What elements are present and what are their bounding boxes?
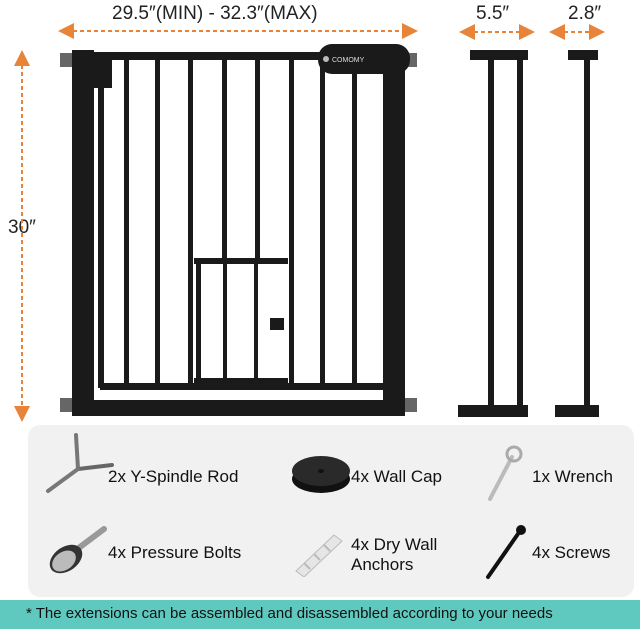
- screw-icon: [480, 523, 528, 581]
- drywall-anchor-icon: [290, 525, 348, 577]
- pressure-bolt-icon: [42, 523, 116, 581]
- footer-banner: [0, 600, 640, 629]
- height-dimension-label: 30″: [8, 217, 36, 238]
- large-extension-dimension-label: 5.5″: [476, 3, 510, 24]
- accessory-label-screws: 4x Screws: [532, 543, 611, 562]
- footer-note: * The extensions can be assembled and disassembled according to your needs: [26, 605, 553, 622]
- baby-gate: [60, 44, 417, 416]
- drywall-anchors-line2: Anchors: [351, 555, 414, 574]
- wall-cap-icon: [290, 449, 352, 495]
- accessory-label-wrench: 1x Wrench: [532, 467, 613, 486]
- accessory-label-y-spindle-rod: 2x Y-Spindle Rod: [108, 467, 239, 486]
- large-extension: [458, 50, 528, 417]
- accessory-label-wall-cap: 4x Wall Cap: [351, 467, 443, 486]
- small-extension: [555, 50, 599, 417]
- brand-logo: COMOMY: [332, 57, 365, 64]
- wrench-icon: [478, 445, 524, 505]
- small-extension-dimension-label: 2.8″: [568, 3, 602, 24]
- y-spindle-rod-icon: [42, 431, 120, 497]
- accessory-label-pressure-bolts: 4x Pressure Bolts: [108, 543, 242, 562]
- accessory-label-drywall-anchors: [351, 535, 437, 575]
- drywall-anchors-line1: 4x Dry Wall: [351, 535, 438, 554]
- accessories-panel: [28, 425, 634, 597]
- width-dimension-label: 29.5″(MIN) - 32.3″(MAX): [112, 3, 318, 24]
